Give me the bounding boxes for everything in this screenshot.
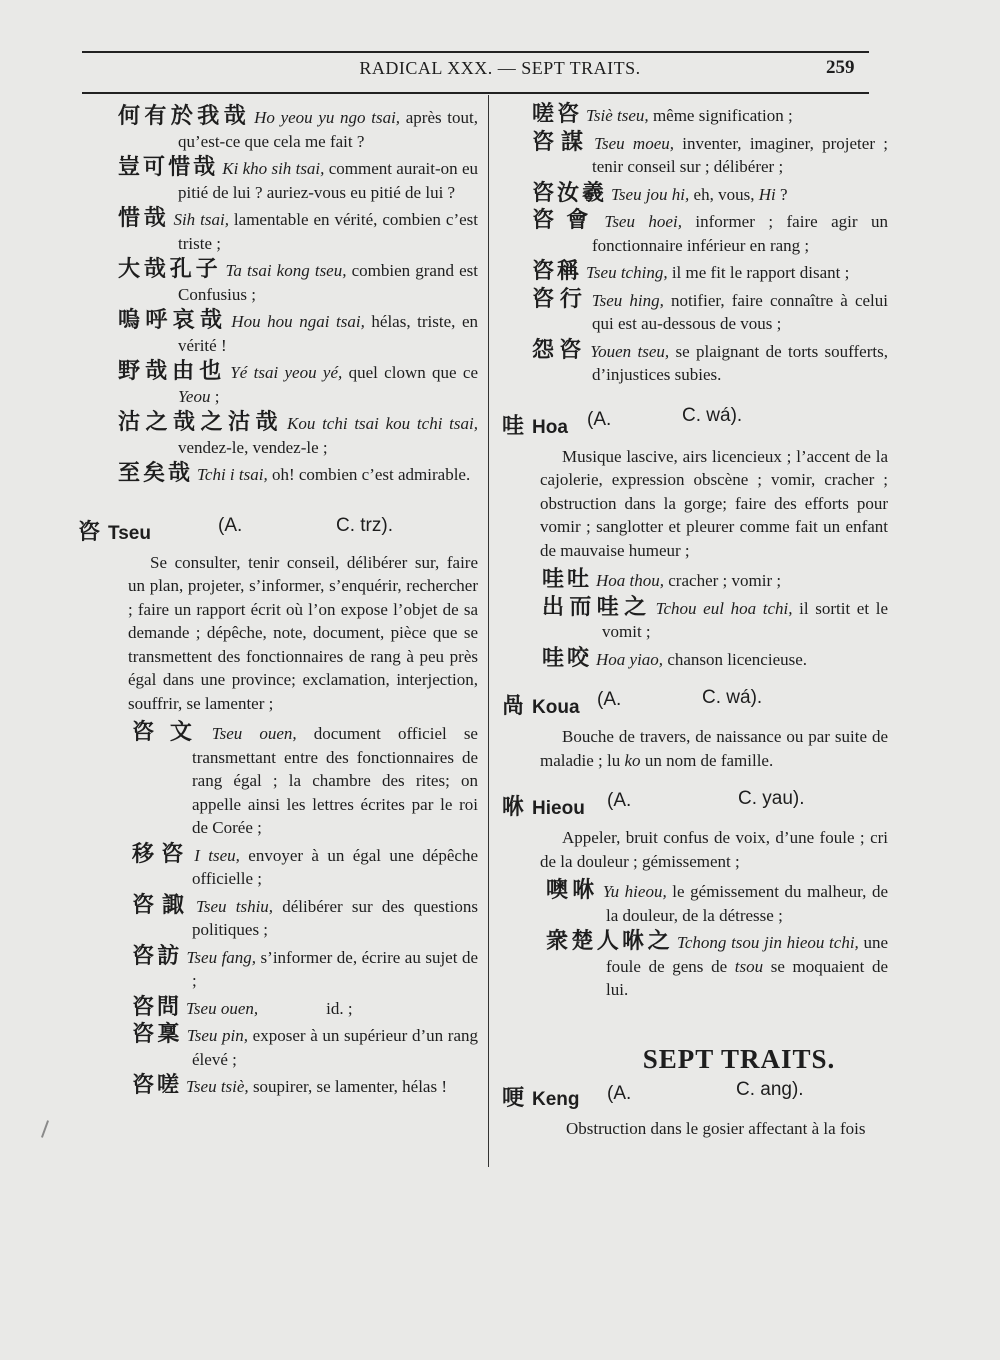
example-entry [532, 182, 888, 207]
example-entry [118, 309, 478, 357]
example-romanization: Hoa yiao, [596, 649, 664, 669]
page-number: 259 [826, 57, 855, 78]
entry-character: 咨 [78, 519, 101, 545]
example-entry [118, 411, 478, 459]
example-chinese: 噢咻 [546, 878, 599, 903]
example-romanization: Tseu tsiè, [186, 1077, 249, 1096]
header-rule-top [82, 51, 869, 53]
example-chinese: 咨稱 [532, 259, 583, 284]
example-chinese: 咨諏 [132, 892, 192, 918]
example-chinese: 野哉由也 [118, 359, 227, 384]
example-entry [132, 843, 478, 891]
example-gloss-end: ; [210, 386, 220, 406]
entry-annotation-a: (A. [218, 514, 243, 536]
example-entry [132, 1023, 478, 1071]
entry-character: 咻 [502, 795, 525, 820]
example-gloss: le gémissement du malheur, de la douleur, de la détresse ; [606, 882, 888, 925]
example-gloss: il me fit le rapport disant ; [667, 263, 850, 282]
example-romanization-inline: tsou [734, 956, 764, 976]
example-gloss: cracher ; vomir ; [664, 571, 782, 590]
example-gloss: exposer à un supérieur d’un rang élevé ; [192, 1026, 478, 1069]
example-entry [132, 1074, 478, 1099]
definition-text: Bouche de travers, de naissance ou par suite de maladie ; lu [540, 727, 888, 770]
example-gloss: envoyer à un égal une dépêche officielle ; [192, 845, 478, 888]
example-chinese: 哇吐 [542, 567, 593, 592]
entry-annotation-c: C. wá). [702, 687, 763, 708]
example-entry [542, 647, 888, 672]
definition-romanization: ko [624, 750, 641, 770]
example-chinese: 咨謀 [532, 129, 591, 155]
example-gloss: combien grand est Confusius ; [178, 261, 478, 304]
example-gloss-end: se moquaient de lui. [606, 956, 889, 999]
example-entry [132, 894, 478, 942]
example-romanization-inline: Yeou [178, 386, 211, 406]
entry-heading-hieou [502, 790, 888, 818]
example-entry [532, 131, 888, 179]
example-chinese: 咨會 [532, 208, 601, 233]
example-gloss: se plaignant de torts soufferts, d’injustices subies. [592, 341, 888, 384]
example-romanization-inline: Hi [758, 184, 776, 204]
header-rule-bottom [82, 92, 869, 94]
example-chinese: 豈可惜哉 [118, 155, 219, 180]
example-romanization: Tchong tsou jin hieou tchi, [676, 933, 859, 952]
left-column [78, 104, 479, 1102]
scan-mark [41, 1120, 49, 1138]
example-chinese: 哇咬 [542, 645, 593, 671]
example-chinese: 至矣哉 [118, 461, 194, 486]
example-gloss: notifier, faire connaître à celui qui est au-dessous de vous ; [592, 290, 888, 333]
example-gloss: vendez-le, vendez-le ; [178, 437, 328, 457]
example-gloss: chanson licencieuse. [663, 649, 808, 669]
example-gloss: id. ; [258, 998, 353, 1018]
examples-tsai [118, 105, 478, 487]
example-chinese: 嗚呼哀哉 [118, 308, 228, 333]
example-gloss: soupirer, se lamenter, hélas ! [248, 1077, 448, 1096]
example-entry [132, 996, 478, 1021]
example-entry [546, 879, 888, 927]
example-chinese: 怨咨 [532, 337, 587, 363]
example-romanization: Ta tsai kong tseu, [225, 261, 347, 280]
example-romanization: Tchi i tsai, [197, 465, 268, 484]
example-entry [532, 288, 888, 336]
entry-annotation-a: (A. [607, 790, 632, 811]
example-romanization: Tseu hing, [591, 290, 664, 310]
example-entry [532, 103, 888, 128]
entry-heading-hoa [502, 404, 888, 439]
entry-heading-tseu [78, 515, 478, 543]
example-romanization: Ki kho sih tsai, [222, 159, 325, 178]
example-romanization: Kou tchi tsai kou tchi tsai, [287, 414, 478, 433]
definition-text-end: un nom de famille. [640, 750, 774, 770]
example-romanization: Tseu tching, [586, 263, 668, 282]
example-gloss: informer ; faire agir un fonctionnaire inférieur en rang ; [592, 212, 888, 255]
example-chinese: 出而哇之 [542, 594, 652, 620]
example-gloss: délibérer sur des questions politiques ; [192, 896, 478, 939]
example-chinese: 嗟咨 [532, 102, 583, 127]
example-gloss: lamentable en vérité, combien c’est triste ; [178, 210, 478, 253]
example-gloss: quel clown que ce [342, 363, 478, 382]
example-entry [118, 360, 478, 408]
example-gloss: s’informer de, écrire au sujet de ; [192, 947, 478, 990]
entry-definition: Musique lascive, airs licencieux ; l’accent de la cajolerie, expression obscène ; vomir, cracher ; obstruction dans la gorge; faire des efforts pour vomir ; sanglotter et pleurer comme fait un enfant de mauvaise humeur ; [540, 446, 888, 560]
example-romanization: Tseu tshiu, [195, 896, 274, 916]
entry-annotation-c: C. yau). [738, 788, 805, 809]
example-entry [118, 462, 478, 487]
entry-annotation-c: C. trz). [336, 514, 393, 536]
entry-character: 咼 [502, 694, 525, 719]
example-romanization: Tseu hoei, [604, 212, 682, 231]
example-entry [532, 209, 888, 257]
example-entry [546, 930, 888, 1002]
example-gloss: document officiel se transmettant entre des fonctionnaires de rang égal ; la chambre des rites; on appelle ainsi les lettres écrites par le roi de Corée ; [192, 724, 478, 837]
example-gloss: oh! combien c’est admirable. [267, 465, 471, 484]
example-romanization: I tseu, [194, 845, 240, 865]
example-entry [532, 260, 888, 285]
entry-definition: Obstruction dans le gosier affectant à la fois [566, 1118, 866, 1138]
example-romanization: Tseu moeu, [594, 133, 674, 153]
example-chinese: 衆楚人咻之 [546, 929, 673, 954]
column-divider [488, 95, 489, 1167]
example-romanization: Tseu jou hi, [611, 184, 690, 204]
example-romanization: Tseu pin, [186, 1026, 249, 1045]
example-romanization: Tsiè tseu, [586, 106, 649, 125]
entry-definition: Appeler, bruit confus de voix, d’une foule ; cri de la douleur ; gémissement ; [540, 828, 888, 871]
entry-annotation-a: (A. [597, 689, 622, 710]
example-romanization: Ho yeou yu ngo tsai, [254, 108, 401, 127]
examples-tseu [118, 721, 478, 1099]
example-chinese: 咨稟 [132, 1022, 183, 1047]
example-chinese: 大哉孔子 [118, 257, 222, 282]
example-chinese: 何有於我哉 [118, 104, 251, 129]
entry-annotation-c: C. wá). [682, 404, 743, 426]
example-entry [532, 339, 888, 387]
example-entry [542, 596, 888, 644]
example-entry [118, 258, 478, 306]
entry-headword: Koua [532, 697, 580, 718]
example-entry [132, 721, 478, 840]
entry-character: 哽 [502, 1085, 525, 1111]
entry-definition [540, 725, 888, 772]
examples-tseu-continued [510, 103, 888, 387]
example-chinese: 咨汝羲 [532, 180, 608, 206]
example-gloss: une foule de gens de [606, 933, 888, 976]
example-gloss: comment aurait-on eu pitié de lui ? auriez-vous eu pitié de lui ? [178, 159, 479, 202]
example-entry [132, 945, 478, 993]
example-gloss: même signification ; [648, 106, 793, 125]
example-romanization: Tseu ouen, [211, 724, 297, 743]
example-romanization: Hou hou ngai tsai, [231, 312, 365, 331]
running-head: RADICAL XXX. — SEPT TRAITS. [359, 58, 641, 78]
example-gloss: eh, vous, [689, 184, 759, 204]
entry-annotation-c: C. ang). [736, 1078, 804, 1100]
example-romanization: Yu hieou, [602, 882, 667, 901]
entry-heading-keng [502, 1078, 888, 1111]
section-title: SEPT TRAITS. [642, 1043, 836, 1074]
example-chinese: 惜哉 [118, 206, 170, 231]
entry-definition: Se consulter, tenir conseil, délibérer sur, faire un plan, projeter, s’informer, s’enquérir, rechercher ; faire un rapport écrit où l’on expose l’objet de sa demande ; dépêche, note, document, pièce que se transmettent des fonctionnaires de rang à peu près égal dans une province; exclamation, interjection, souffrir, se lamenter ; [128, 552, 478, 713]
right-column [502, 102, 889, 1146]
example-chinese: 咨文 [132, 720, 208, 745]
example-gloss: après tout, qu’est-ce que cela me fait ? [178, 108, 478, 151]
example-romanization: Tseu fang, [186, 947, 257, 967]
example-chinese: 移咨 [132, 841, 191, 867]
example-romanization: Youen tseu, [590, 341, 670, 361]
entry-headword: Keng [532, 1088, 580, 1110]
example-entry [118, 207, 478, 255]
example-romanization: Hoa thou, [596, 571, 665, 590]
example-romanization: Yé tsai yeou yé, [230, 363, 343, 382]
example-gloss: hélas, triste, en vérité ! [178, 312, 479, 355]
example-chinese: 咨訪 [132, 943, 183, 969]
example-entry [542, 568, 888, 593]
example-entry [118, 156, 478, 204]
example-gloss: il sortit et le vomit ; [602, 598, 888, 641]
example-romanization: Tseu ouen, [186, 998, 259, 1018]
example-chinese: 沽之哉之沽哉 [118, 410, 283, 435]
example-gloss-end: ? [775, 184, 788, 204]
example-romanization: Tchou eul hoa tchi, [655, 598, 793, 618]
entry-headword: Hieou [532, 798, 585, 819]
entry-headword: Tseu [108, 522, 151, 544]
entry-heading-koua [502, 689, 888, 717]
example-entry [118, 105, 478, 153]
example-chinese: 咨嗟 [132, 1073, 183, 1098]
example-chinese: 咨行 [532, 286, 588, 312]
entry-character: 哇 [502, 413, 525, 439]
example-gloss: inventer, imaginer, projeter ; tenir conseil sur ; délibérer ; [592, 133, 888, 176]
example-chinese: 咨問 [132, 994, 183, 1020]
example-romanization: Sih tsai, [173, 210, 229, 229]
entry-headword: Hoa [532, 416, 568, 438]
entry-annotation-a: (A. [607, 1082, 632, 1104]
entry-annotation-a: (A. [587, 408, 612, 430]
